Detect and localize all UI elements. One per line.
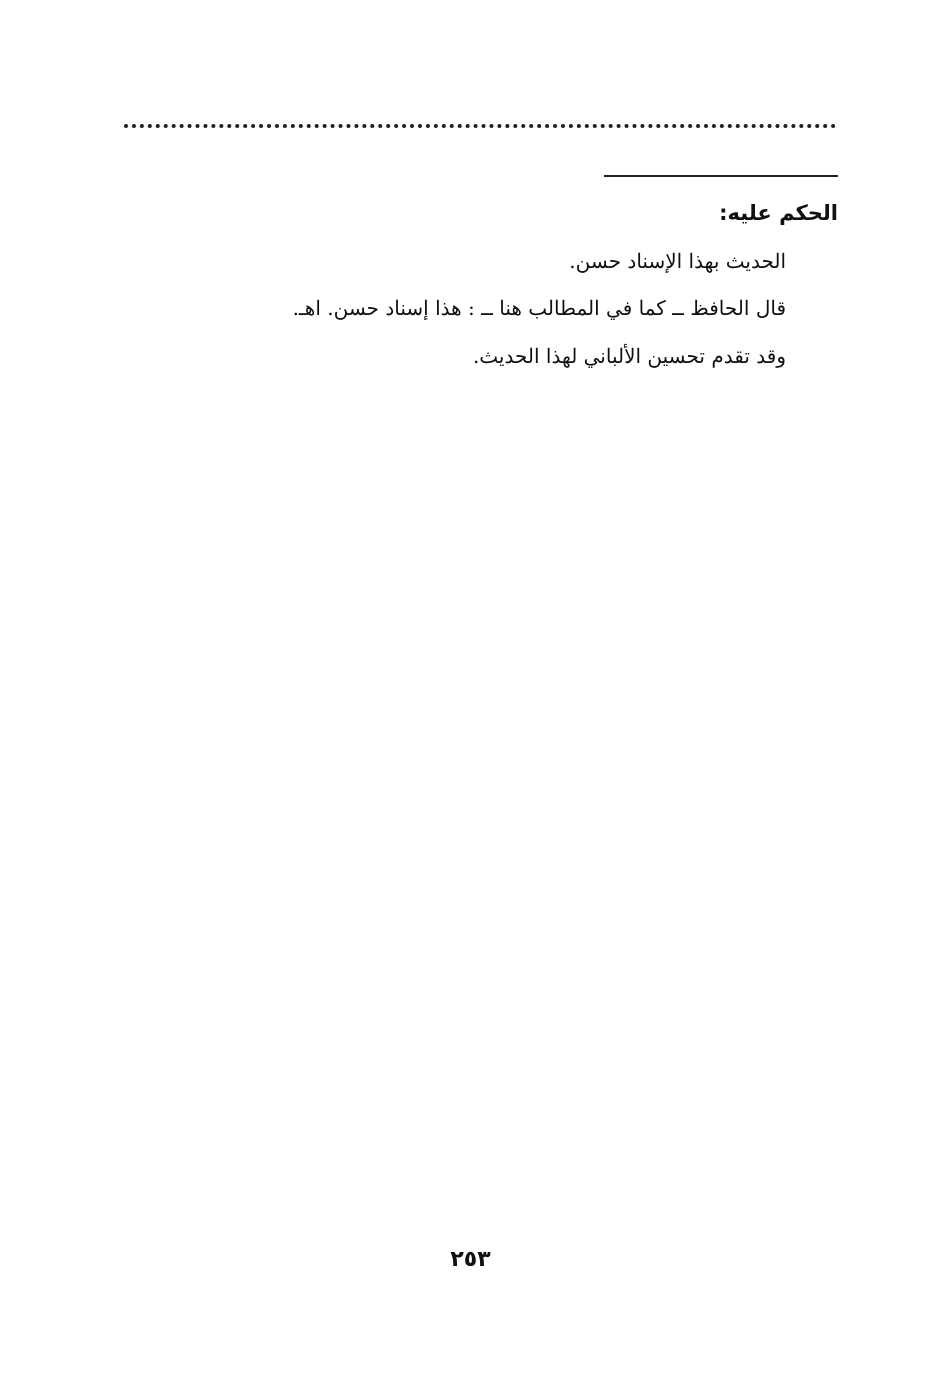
paragraph-3: وقد تقدم تحسين الألباني لهذا الحديث.	[472, 344, 786, 368]
section-divider-line	[604, 175, 838, 177]
paragraph-2: قال الحافظ ــ كما في المطالب هنا ــ : هذا إسناد حسن. اهـ.	[292, 296, 786, 320]
section-heading: الحكم عليه:	[719, 201, 838, 225]
page-number: ٢٥٣	[450, 1247, 491, 1272]
paragraph-1: الحديث بهذا الإسناد حسن.	[569, 249, 786, 273]
dotted-separator	[124, 124, 836, 128]
